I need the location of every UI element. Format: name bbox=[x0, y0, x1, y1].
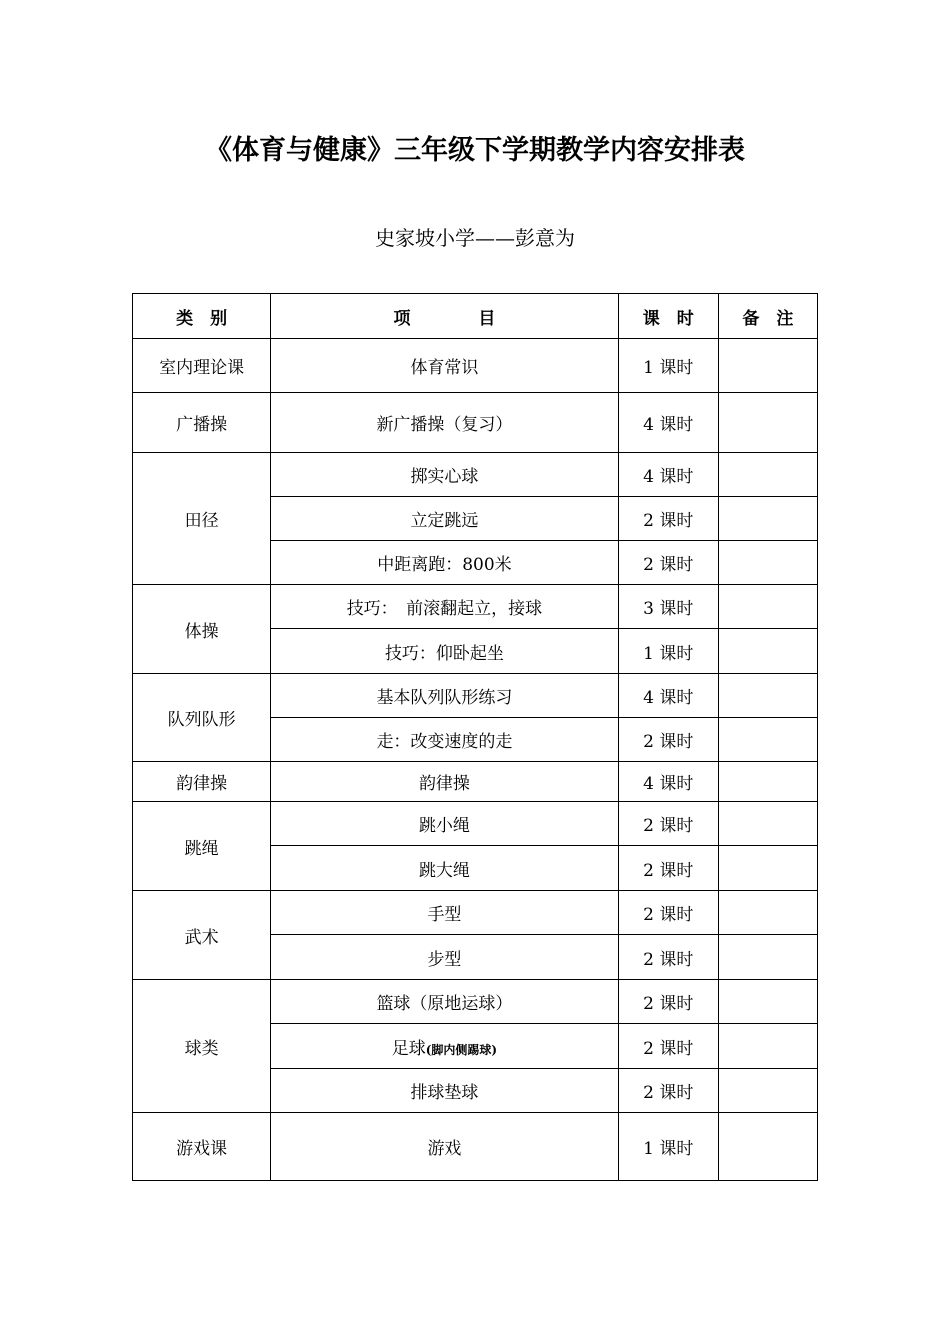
table-header-row bbox=[133, 294, 818, 339]
table-row bbox=[133, 762, 818, 802]
item-cell: 掷实心球 bbox=[271, 453, 619, 497]
item-cell: 跳大绳 bbox=[271, 846, 619, 891]
hours-cell: 3 课时 bbox=[618, 585, 718, 629]
hours-cell: 2 课时 bbox=[618, 541, 718, 585]
item-cell bbox=[271, 1024, 619, 1069]
hours-cell: 2 课时 bbox=[618, 980, 718, 1024]
item-number: 800 bbox=[462, 555, 495, 575]
category-cell: 跳绳 bbox=[133, 802, 271, 891]
header-hours: 课 时 bbox=[618, 294, 718, 339]
item-cell: 新广播操（复习） bbox=[271, 393, 619, 453]
table-row bbox=[133, 802, 818, 846]
item-cell bbox=[271, 541, 619, 585]
category-cell: 体操 bbox=[133, 585, 271, 674]
hours-cell: 2 课时 bbox=[618, 718, 718, 762]
category-cell: 田径 bbox=[133, 453, 271, 585]
hours-cell: 4 课时 bbox=[618, 762, 718, 802]
header-item: 项 目 bbox=[271, 294, 619, 339]
hours-cell: 4 课时 bbox=[618, 393, 718, 453]
hours-cell: 2 课时 bbox=[618, 1069, 718, 1113]
item-cell: 篮球（原地运球） bbox=[271, 980, 619, 1024]
table-row bbox=[133, 891, 818, 935]
item-note: (脚内侧踢球) bbox=[425, 1042, 498, 1057]
table-row bbox=[133, 339, 818, 393]
note-cell bbox=[718, 718, 817, 762]
note-cell bbox=[718, 393, 817, 453]
item-cell: 排球垫球 bbox=[271, 1069, 619, 1113]
item-cell: 韵律操 bbox=[271, 762, 619, 802]
hours-cell: 2 课时 bbox=[618, 935, 718, 980]
page-title: 《体育与健康》三年级下学期教学内容安排表 bbox=[205, 135, 745, 166]
item-unit: 米 bbox=[494, 555, 512, 575]
category-cell: 室内理论课 bbox=[133, 339, 271, 393]
header-note: 备 注 bbox=[718, 294, 817, 339]
category-cell: 武术 bbox=[133, 891, 271, 980]
note-cell bbox=[718, 1024, 817, 1069]
hours-cell: 1 课时 bbox=[618, 339, 718, 393]
item-text: 中距离跑： bbox=[377, 555, 463, 575]
table-row bbox=[133, 453, 818, 497]
item-cell: 体育常识 bbox=[271, 339, 619, 393]
note-cell bbox=[718, 497, 817, 541]
note-cell bbox=[718, 1113, 817, 1181]
schedule-table bbox=[132, 293, 818, 1181]
header-category: 类 别 bbox=[133, 294, 271, 339]
note-cell bbox=[718, 935, 817, 980]
note-cell bbox=[718, 762, 817, 802]
note-cell bbox=[718, 585, 817, 629]
hours-cell: 1 课时 bbox=[618, 629, 718, 674]
category-cell: 游戏课 bbox=[133, 1113, 271, 1181]
note-cell bbox=[718, 629, 817, 674]
note-cell bbox=[718, 453, 817, 497]
category-cell: 球类 bbox=[133, 980, 271, 1113]
item-text: 足球 bbox=[391, 1038, 426, 1059]
note-cell bbox=[718, 802, 817, 846]
note-cell bbox=[718, 891, 817, 935]
hours-cell: 1 课时 bbox=[618, 1113, 718, 1181]
item-cell: 立定跳远 bbox=[271, 497, 619, 541]
hours-cell: 2 课时 bbox=[618, 1024, 718, 1069]
category-cell: 队列队形 bbox=[133, 674, 271, 762]
table-row bbox=[133, 393, 818, 453]
hours-cell: 2 课时 bbox=[618, 497, 718, 541]
item-cell: 手型 bbox=[271, 891, 619, 935]
item-cell: 游戏 bbox=[271, 1113, 619, 1181]
item-cell: 步型 bbox=[271, 935, 619, 980]
item-cell: 技巧： 前滚翻起立，接球 bbox=[271, 585, 619, 629]
table-row bbox=[133, 1113, 818, 1181]
hours-cell: 2 课时 bbox=[618, 891, 718, 935]
hours-cell: 2 课时 bbox=[618, 846, 718, 891]
category-cell: 韵律操 bbox=[133, 762, 271, 802]
note-cell bbox=[718, 980, 817, 1024]
page-subtitle: 史家坡小学——彭意为 bbox=[375, 226, 575, 250]
item-cell: 技巧：仰卧起坐 bbox=[271, 629, 619, 674]
hours-cell: 4 课时 bbox=[618, 453, 718, 497]
table-row bbox=[133, 980, 818, 1024]
note-cell bbox=[718, 541, 817, 585]
category-cell: 广播操 bbox=[133, 393, 271, 453]
item-cell: 走：改变速度的走 bbox=[271, 718, 619, 762]
hours-cell: 2 课时 bbox=[618, 802, 718, 846]
item-cell: 基本队列队形练习 bbox=[271, 674, 619, 718]
note-cell bbox=[718, 1069, 817, 1113]
item-cell: 跳小绳 bbox=[271, 802, 619, 846]
note-cell bbox=[718, 674, 817, 718]
note-cell bbox=[718, 339, 817, 393]
table-row bbox=[133, 585, 818, 629]
note-cell bbox=[718, 846, 817, 891]
hours-cell: 4 课时 bbox=[618, 674, 718, 718]
table-row bbox=[133, 674, 818, 718]
